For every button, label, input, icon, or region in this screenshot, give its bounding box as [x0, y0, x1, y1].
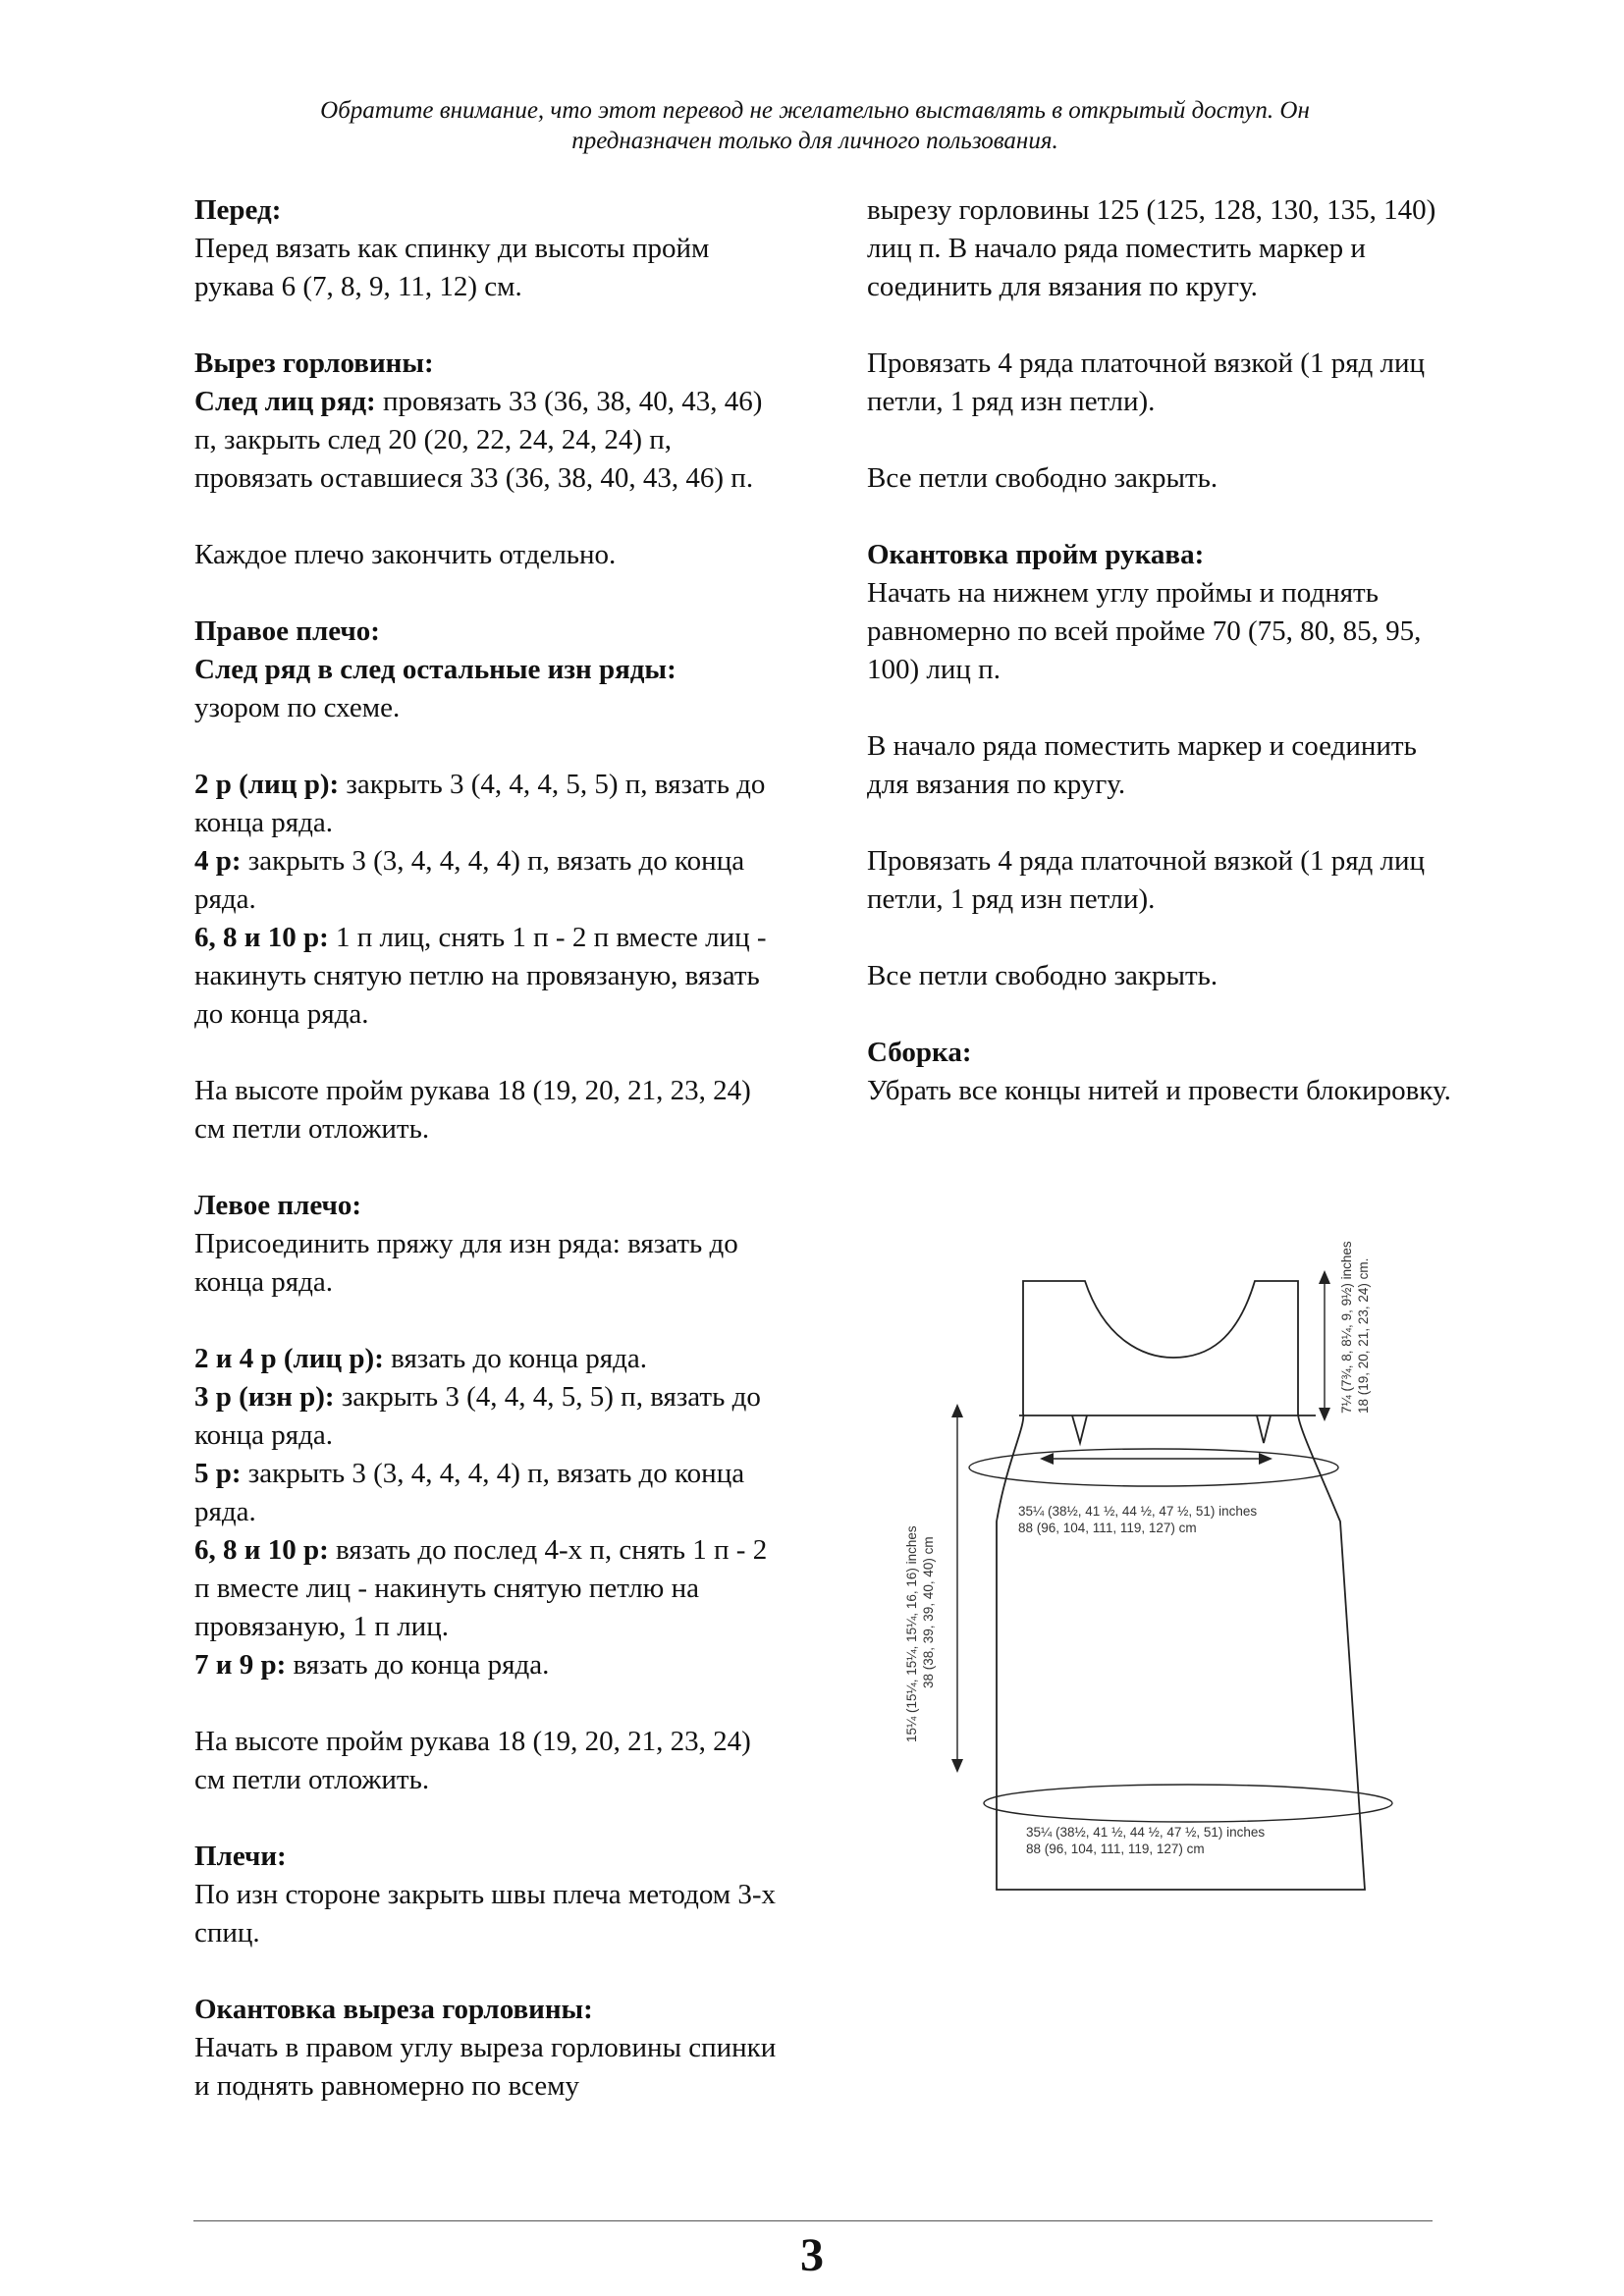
armhole-text: Начать на нижнем углу проймы и поднять равномерно по всей пройме 70 (75, 80, 85, 95, 100) лиц п.	[867, 577, 1422, 685]
armhole-marker-text: В начало ряда поместить маркер и соединить для вязания по кругу.	[867, 730, 1417, 800]
shoulders-text: По изн стороне закрыть швы плеча методом 3-х спиц.	[194, 1879, 777, 1949]
front-text: Перед вязать как спинку ди высоты пройм рукава 6 (7, 8, 9, 11, 12) см.	[194, 233, 710, 302]
armhole-bind-off: Все петли свободно закрыть.	[867, 960, 1218, 991]
garment-schematic	[884, 1217, 1404, 1865]
neckband-rows: Провязать 4 ряда платочной вязкой (1 ряд лиц петли, 1 ряд изн петли).	[867, 347, 1426, 417]
each-shoulder-text: Каждое плечо закончить отдельно.	[194, 539, 617, 570]
front-heading: Перед:	[194, 194, 282, 226]
armhole-rows: Провязать 4 ряда платочной вязкой (1 ряд лиц петли, 1 ряд изн петли).	[867, 845, 1426, 915]
left-row-7-lead: 7 и 9 р:	[194, 1649, 287, 1681]
body-label-inches: 15¼ (15¼, 15¼, 15¼, 16, 16) inches	[904, 1525, 919, 1742]
assembly-heading: Сборка:	[867, 1037, 972, 1068]
right-shoulder-end: На высоте пройм рукава 18 (19, 20, 21, 23, 24) см петли отложить.	[194, 1075, 751, 1145]
notice-line-2: предназначен только для личного пользования.	[571, 128, 1058, 154]
bust-label-cm: 88 (96, 104, 111, 119, 127) cm	[1018, 1521, 1197, 1535]
left-column	[194, 191, 784, 2106]
dart-left	[1072, 1415, 1087, 1443]
notice-line-1: Обратите внимание, что этот перевод не желательно выставлять в открытый доступ. Он	[320, 97, 1310, 124]
left-row-5-text: закрыть 3 (3, 4, 4, 4, 4) п, вязать до конца ряда.	[194, 1458, 745, 1527]
right-shoulder-subheading: След ряд в след остальные изн ряды:	[194, 654, 677, 685]
neckband-text: Начать в правом углу выреза горловины спинки и поднять равномерно по всему	[194, 2032, 777, 2102]
hem-label-cm: 88 (96, 104, 111, 119, 127) cm	[1026, 1842, 1205, 1856]
assembly-text: Убрать все концы нитей и провести блокировку.	[867, 1075, 1451, 1106]
hem-measure-ellipse	[984, 1785, 1392, 1822]
left-shoulder-heading: Левое плечо:	[194, 1190, 362, 1221]
neck-row-text: провязать 33 (36, 38, 40, 43, 46) п, закрыть след 20 (20, 22, 24, 24, 24) п, провязать оставшиеся 33 (36, 38, 40, 43, 46) п.	[194, 386, 763, 494]
left-shoulder-text: Присоединить пряжу для изн ряда: вязать до конца ряда.	[194, 1228, 738, 1298]
neckband-heading: Окантовка выреза горловины:	[194, 1994, 593, 2025]
yoke-label-cm: 18 (19, 20, 21, 23, 24) cm.	[1356, 1257, 1371, 1414]
neckband-continued: вырезу горловины 125 (125, 128, 130, 135, 140) лиц п. В начало ряда поместить маркер и соединить для вязания по кругу.	[867, 194, 1436, 302]
footer-rule	[193, 2220, 1433, 2221]
right-shoulder-heading: Правое плечо:	[194, 615, 380, 647]
page-number: 3	[800, 2229, 824, 2281]
right-column	[867, 191, 1456, 1110]
left-row-2-4-text: вязать до конца ряда.	[383, 1343, 648, 1374]
left-row-6-lead: 6, 8 и 10 р:	[194, 1534, 329, 1566]
bust-measure-ellipse	[969, 1449, 1338, 1486]
neck-row-lead: След лиц ряд:	[194, 386, 376, 417]
left-row-3-text: закрыть 3 (4, 4, 4, 5, 5) п, вязать до конца ряда.	[194, 1381, 761, 1451]
left-row-7-text: вязать до конца ряда.	[286, 1649, 550, 1681]
neckband-bind-off: Все петли свободно закрыть.	[867, 462, 1218, 494]
row-2-lead: 2 р (лиц р):	[194, 769, 340, 800]
row-6-text: 1 п лиц, снять 1 п - 2 п вместе лиц - накинуть снятую петлю на провязаную, вязать до конца ряда.	[194, 922, 767, 1030]
hem-label-inches: 35¼ (38½, 41 ½, 44 ½, 47 ½, 51) inches	[1026, 1825, 1266, 1840]
left-row-3-lead: 3 р (изн р):	[194, 1381, 335, 1413]
bust-label-inches: 35¼ (38½, 41 ½, 44 ½, 47 ½, 51) inches	[1018, 1504, 1258, 1519]
dart-right	[1257, 1415, 1271, 1443]
row-4-text: закрыть 3 (3, 4, 4, 4, 4) п, вязать до конца ряда.	[194, 845, 745, 915]
translation-notice	[157, 95, 1473, 156]
yoke-label-inches: 7¼ (7¾, 8, 8¼, 9, 9½) inches	[1339, 1241, 1354, 1414]
armhole-heading: Окантовка пройм рукава:	[867, 539, 1205, 570]
right-shoulder-subtext: узором по схеме.	[194, 692, 401, 723]
row-4-lead: 4 р:	[194, 845, 242, 877]
body-label-cm: 38 (38, 39, 39, 40, 40) cm	[921, 1536, 936, 1688]
shoulders-heading: Плечи:	[194, 1841, 287, 1872]
neck-heading: Вырез горловины:	[194, 347, 434, 379]
row-6-lead: 6, 8 и 10 р:	[194, 922, 329, 953]
left-row-5-lead: 5 р:	[194, 1458, 242, 1489]
left-shoulder-end: На высоте пройм рукава 18 (19, 20, 21, 23, 24) см петли отложить.	[194, 1726, 751, 1795]
left-row-2-4-lead: 2 и 4 р (лиц р):	[194, 1343, 384, 1374]
row-2-text: закрыть 3 (4, 4, 4, 5, 5) п, вязать до конца ряда.	[194, 769, 766, 838]
garment-outline	[997, 1281, 1365, 1890]
left-row-6-text: вязать до послед 4-х п, снять 1 п - 2 п вместе лиц - накинуть снятую петлю на провязаную, 1 п лиц.	[194, 1534, 768, 1642]
